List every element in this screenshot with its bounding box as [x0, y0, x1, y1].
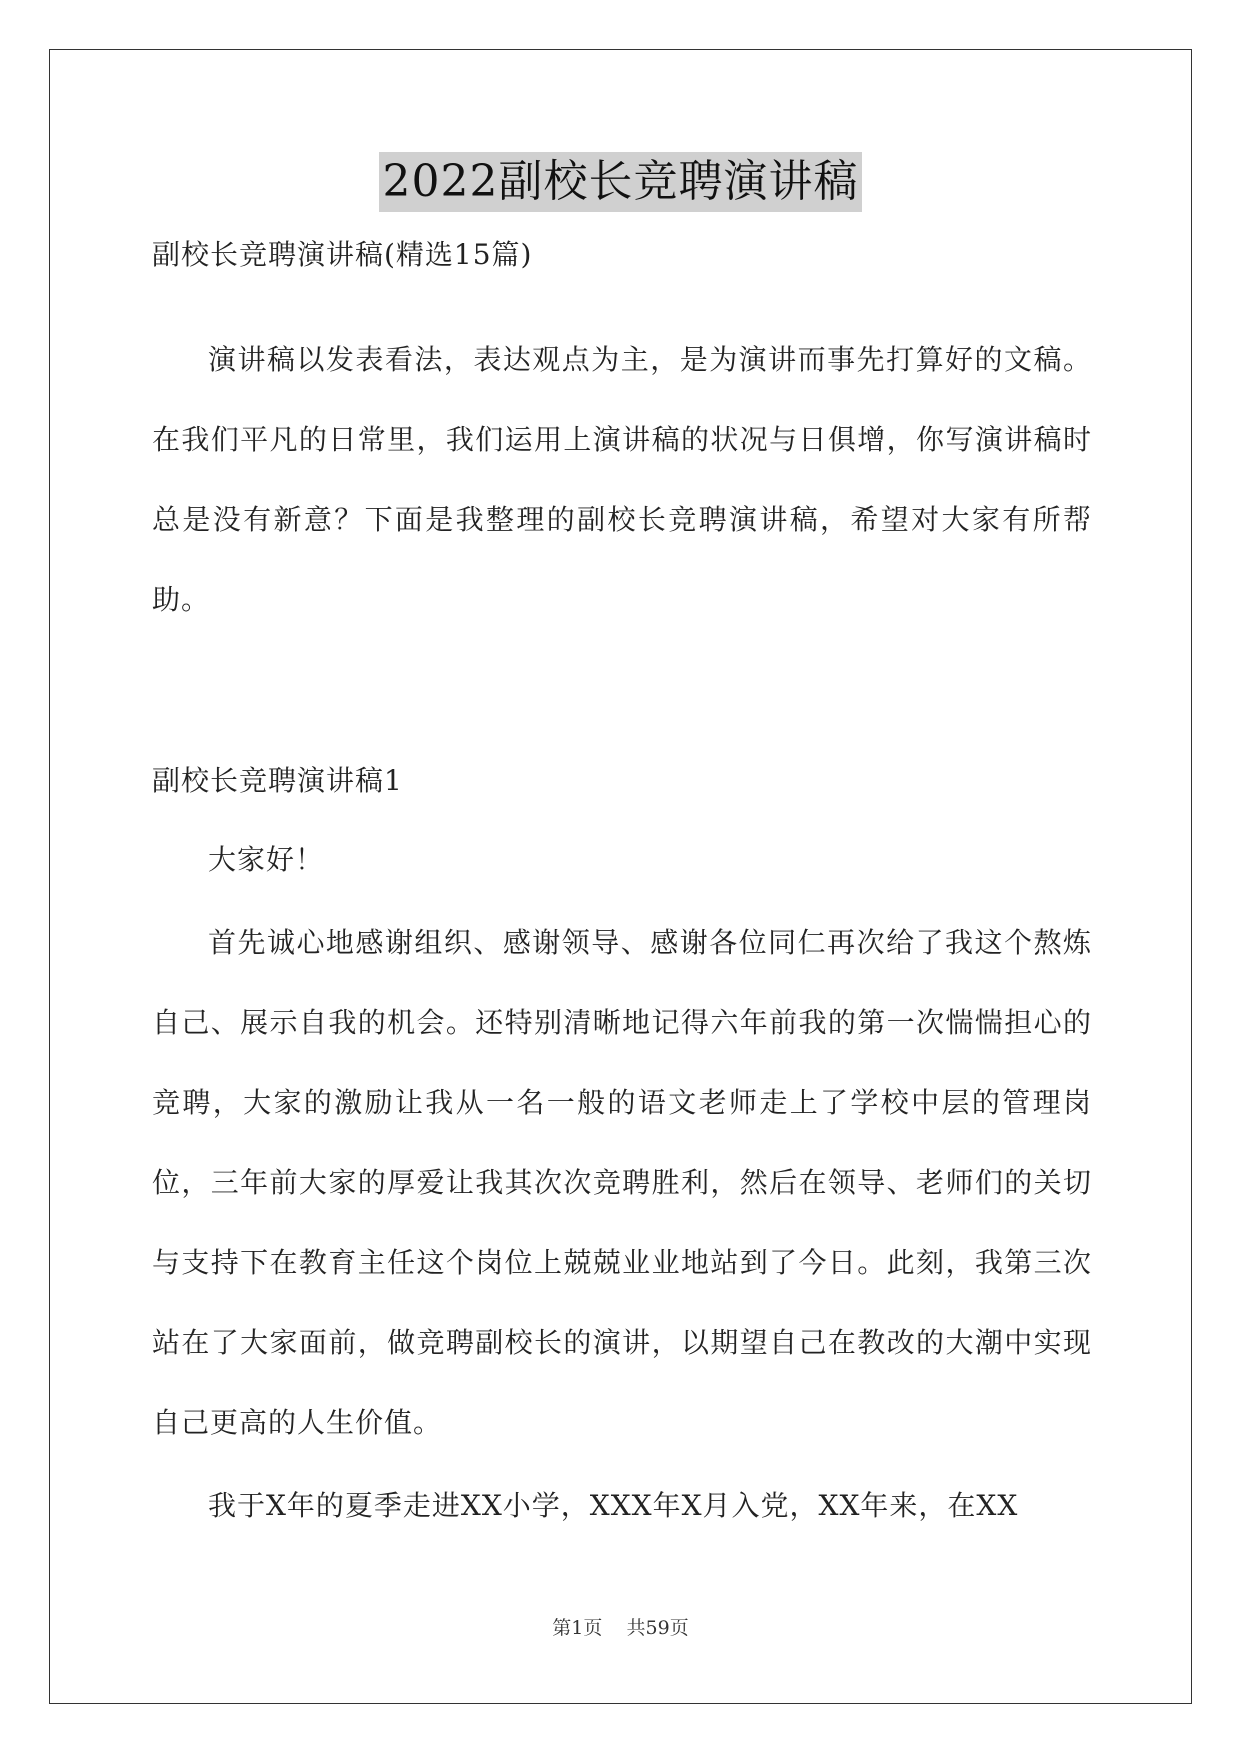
document-subtitle: 副校长竞聘演讲稿(精选15篇)	[152, 238, 533, 271]
section-heading: 副校长竞聘演讲稿1	[152, 764, 403, 797]
page-number: 第1页	[552, 1617, 603, 1639]
greeting-line: 大家好！	[208, 843, 325, 876]
body-paragraph-continued: 我于X年的夏季走进XX小学，XXX年X月入党，XX年来，在XX	[208, 1489, 1019, 1522]
page-footer	[0, 1613, 1241, 1640]
body-paragraph: 首先诚心地感谢组织、感谢领导、感谢各位同仁再次给了我这个熬炼自己、展示自我的机会。还特别清晰地记得六年前我的第一次惴惴担心的竞聘，大家的激励让我从一名一般的语文老师走上了学校中层的管理岗位，三年前大家的厚爱让我其次次竞聘胜利，然后在领导、老师们的关切与支持下在教育主任这个岗位上兢兢业业地站到了今日。此刻，我第三次站在了大家面前，做竞聘副校长的演讲，以期望自己在教改的大潮中实现自己更高的人生价值。	[152, 926, 1092, 1439]
intro-paragraph: 演讲稿以发表看法，表达观点为主，是为演讲而事先打算好的文稿。在我们平凡的日常里，我们运用上演讲稿的状况与日俱增，你写演讲稿时总是没有新意？下面是我整理的副校长竞聘演讲稿，希望对大家有所帮助。	[152, 343, 1092, 616]
page-total: 共59页	[626, 1617, 689, 1639]
title-container	[0, 152, 1241, 212]
document-title: 2022副校长竞聘演讲稿	[379, 152, 863, 212]
